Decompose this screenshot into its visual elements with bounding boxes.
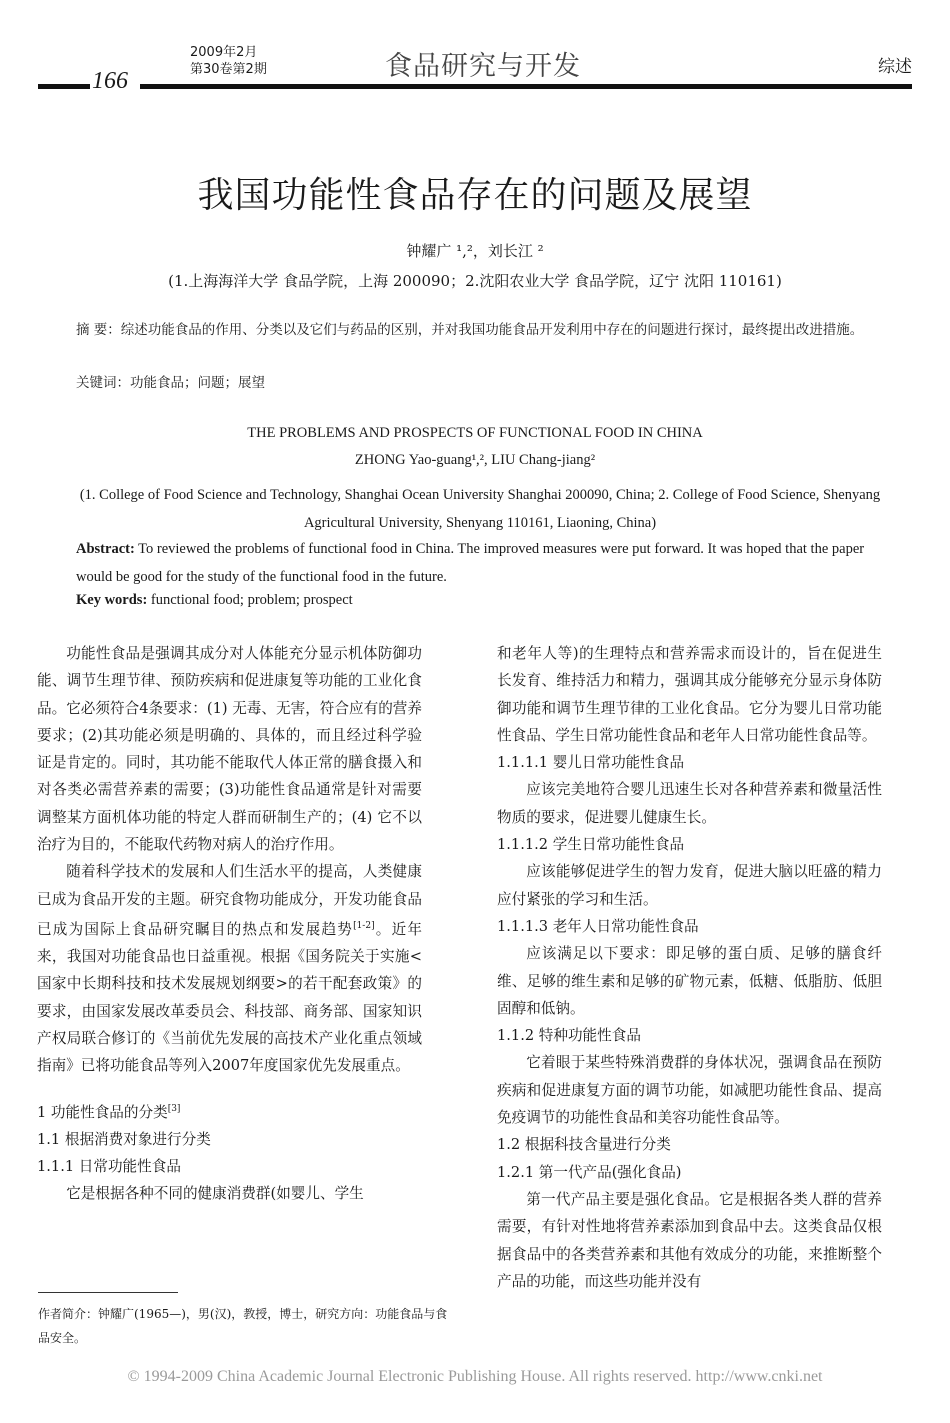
abstract-cn-label: 摘 要： xyxy=(76,322,121,338)
paragraph: 应该完美地符合婴儿迅速生长对各种营养素和微量活性物质的要求，促进婴儿健康生长。 xyxy=(497,781,882,826)
journal-name: 食品研究与开发 xyxy=(385,51,581,82)
affiliation-en: (1. College of Food Science and Technology, Shanghai Ocean University Shanghai 200090, China; 2. College of Food Science, Shenyang Agricultural University, Shenyang 110161, Liaoning, China) xyxy=(79,487,881,531)
citation-ref: [1-2] xyxy=(353,920,375,931)
subsection-heading: 1.2.1 第一代产品(强化食品) xyxy=(497,1163,682,1181)
keywords-en-text: functional food; problem; prospect xyxy=(150,592,353,608)
heading-text: 1 功能性食品的分类 xyxy=(37,1103,168,1121)
paragraph: 和老年人等)的生理特点和营养需求而设计的，旨在促进生长发育、维持活力和精力，强调其成分能够充分显示身体防御功能和调节生理节律的工业化食品。它分为婴儿日常功能性食品、学生日常功能性食品和老年人日常功能性食品等。 xyxy=(497,645,882,744)
authors-cn: 钟耀广 ¹,²，刘长江 ² xyxy=(406,242,544,260)
abstract-en xyxy=(76,535,888,591)
paragraph-text: 。近年来，我国对功能食品也日益重视。根据《国务院关于实施<国家中长期科技和技术发展规划纲要>的若干配套政策》的要求，由国家发展改革委员会、科技部、商务部、国家知识产权局联合修订的《当前优先发展的高技术产业化重点领域指南》已将功能食品等列入2007年度国家优先发展重点。 xyxy=(37,920,422,1075)
citation-ref: [3] xyxy=(167,1103,181,1114)
keywords-en xyxy=(76,592,353,609)
header-rule-left xyxy=(38,84,90,89)
paragraph: 应该满足以下要求：即足够的蛋白质、足够的膳食纤维、足够的维生素和足够的矿物元素，低糖、低脂肪、低胆固醇和低钠。 xyxy=(497,945,882,1017)
footnote-rule xyxy=(38,1292,178,1293)
body-left-column xyxy=(37,640,422,1208)
abstract-en-text: To reviewed the problems of functional food in China. The improved measures were put forward. It was hoped that the paper would be good for the study of the functional food in the future. xyxy=(76,541,865,585)
keywords-cn-label: 关键词： xyxy=(76,375,130,391)
subsection-heading: 1.1.1 日常功能性食品 xyxy=(37,1158,181,1176)
subsection-heading: 1.1 根据消费对象进行分类 xyxy=(37,1130,211,1148)
abstract-cn xyxy=(76,318,888,342)
subsection-heading: 1.1.2 特种功能性食品 xyxy=(497,1027,641,1045)
affiliation-cn: (1.上海海洋大学 食品学院，上海 200090；2.沈阳农业大学 食品学院，辽宁 沈阳 110161) xyxy=(168,272,782,290)
paragraph: 它是根据各种不同的健康消费群(如婴儿、学生 xyxy=(66,1185,364,1203)
author-footnote: 作者简介：钟耀广(1965—)，男(汉)，教授，博士，研究方向：功能食品与食品安全。 xyxy=(38,1307,448,1345)
body-right-column xyxy=(497,640,882,1295)
issue-info xyxy=(190,44,267,78)
abstract-cn-text: 综述功能食品的作用、分类以及它们与药品的区别，并对我国功能食品开发利用中存在的问题进行探讨，最终提出改进措施。 xyxy=(120,322,864,338)
issue-date: 2009年2月 xyxy=(190,45,258,60)
issue-volume: 第30卷第2期 xyxy=(190,62,267,77)
subsection-heading: 1.1.1.3 老年人日常功能性食品 xyxy=(497,917,699,935)
keywords-cn xyxy=(76,371,888,395)
authors-en: ZHONG Yao-guang¹,², LIU Chang-jiang² xyxy=(354,452,596,468)
subsection-heading: 1.1.1.1 婴儿日常功能性食品 xyxy=(497,754,685,772)
subsection-heading: 1.2 根据科技含量进行分类 xyxy=(497,1136,671,1154)
keywords-en-label: Key words: xyxy=(76,592,148,608)
abstract-en-label: Abstract: xyxy=(76,541,135,557)
copyright-footer: © 1994-2009 China Academic Journal Electronic Publishing House. All rights reserved. http://www.cnki.net xyxy=(127,1368,823,1385)
paragraph xyxy=(37,858,422,1079)
section-heading xyxy=(37,1096,422,1126)
paragraph: 第一代产品主要是强化食品。它是根据各类人群的营养需要，有针对性地将营养素添加到食品中去。这类食品仅根据食品中的各类营养素和其他有效成分的功能，来推断整个产品的功能，而这些功能并没有 xyxy=(497,1190,882,1290)
paragraph: 应该能够促进学生的智力发育，促进大脑以旺盛的精力应付紧张的学习和生活。 xyxy=(497,863,882,908)
article-title-en: THE PROBLEMS AND PROSPECTS OF FUNCTIONAL FOOD IN CHINA xyxy=(247,425,703,441)
article-title: 我国功能性食品存在的问题及展望 xyxy=(197,175,753,216)
section-label: 综述 xyxy=(878,57,912,77)
paragraph: 功能性食品是强调其成分对人体能充分显示机体防御功能、调节生理节律、预防疾病和促进康复等功能的工业化食品。它必须符合4条要求：(1) 无毒、无害，符合应有的营养要求；(2)其功能必须是明确的、具体的，而且经过科学验证是肯定的。同时，其功能不能取代人体正常的膳食摄入和对各类必需营养素的需要；(3)功能性食品通常是针对需要调整某方面机体功能的特定人群而研制生产的；(4) 它不以治疗为目的，不能取代药物对病人的治疗作用。 xyxy=(37,645,422,854)
paragraph: 它着眼于某些特殊消费群的身体状况，强调食品在预防疾病和促进康复方面的调节功能，如减肥功能性食品、提高免疫调节的功能性食品和美容功能性食品等。 xyxy=(497,1054,882,1127)
paragraph-text: 随着科学技术的发展和人们生活水平的提高，人类健康已成为食品开发的主题。研究食物功能成分，开发功能食品已成为国际上食品研究瞩目的热点和发展趋势 xyxy=(37,863,422,938)
header-rule-right xyxy=(140,84,912,89)
keywords-cn-text: 功能食品；问题；展望 xyxy=(130,375,265,391)
subsection-heading: 1.1.1.2 学生日常功能性食品 xyxy=(497,836,685,854)
page-number: 166 xyxy=(92,68,128,94)
